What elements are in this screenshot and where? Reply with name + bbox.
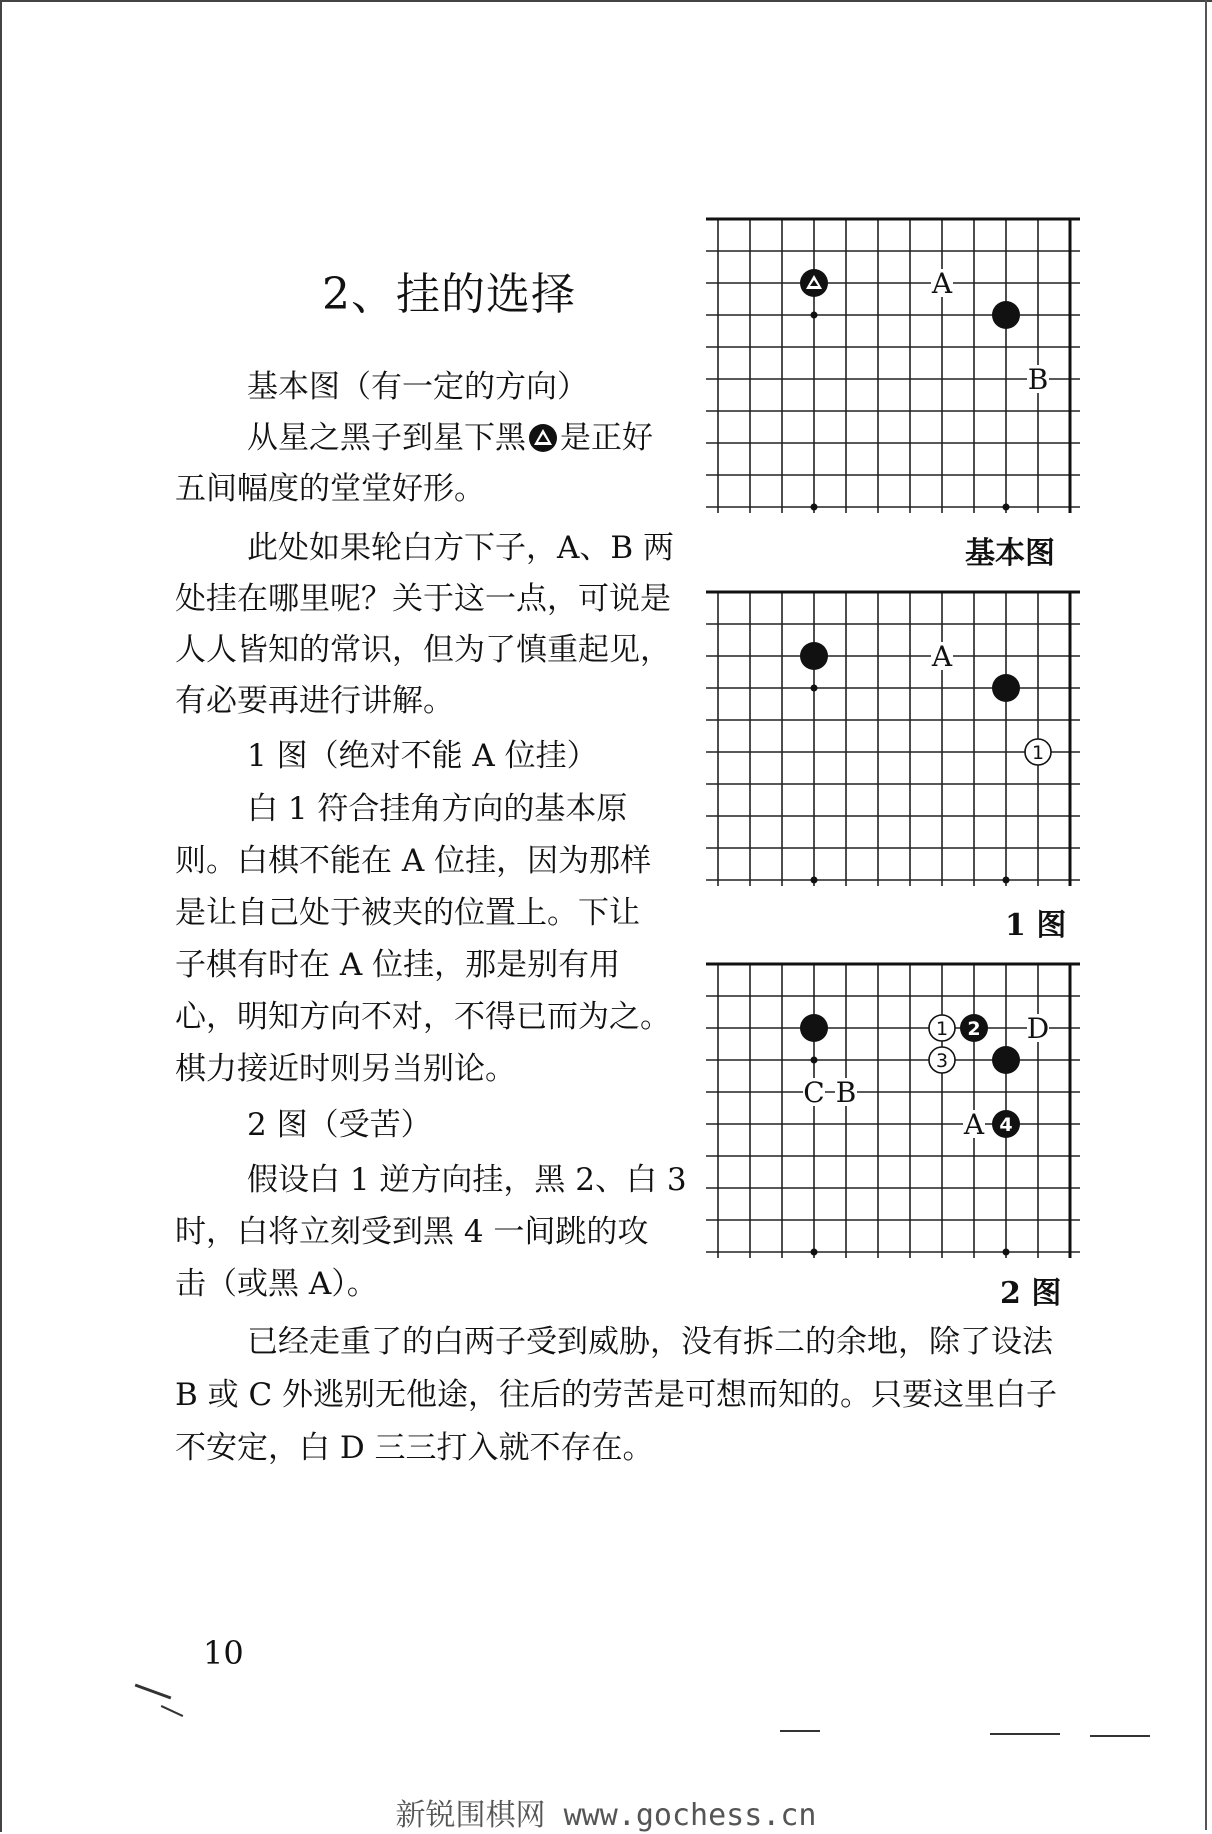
triangle-stone-icon [528, 423, 558, 453]
point-letter-label: B [835, 1076, 857, 1109]
star-point [811, 877, 818, 884]
heading-basic: 基本图（有一定的方向） [247, 369, 588, 405]
paragraph-line [247, 413, 653, 464]
move-number-label: 2 [967, 1018, 981, 1040]
go-board-fig1 [700, 578, 1130, 898]
paragraph-line: 子棋有时在 A 位挂，那是别有用 [175, 947, 621, 983]
go-board-basic [700, 205, 1130, 535]
black-stone [992, 301, 1020, 329]
star-point [1003, 504, 1010, 511]
black-stone [992, 1046, 1020, 1074]
caption-basic: 基本图 [965, 536, 1055, 571]
heading-fig1: 1 图（绝对不能 A 位挂） [247, 738, 598, 774]
paragraph-line: 人人皆知的常识，但为了慎重起见， [175, 632, 671, 668]
scan-speck [780, 1730, 820, 1732]
heading-fig2: 2 图（受苦） [247, 1107, 432, 1143]
move-number-label: 3 [935, 1050, 949, 1072]
point-letter-label: D [1026, 1012, 1050, 1045]
point-letter-label: A [931, 640, 953, 673]
paragraph-line: 已经走重了的白两子受到威胁，没有拆二的余地，除了设法 [247, 1324, 1053, 1360]
star-point [811, 1057, 818, 1064]
scan-speck [1090, 1735, 1150, 1737]
paragraph-line: 击（或黑 A）。 [175, 1266, 378, 1302]
paragraph-line: 白 1 符合挂角方向的基本原 [247, 791, 628, 827]
star-point [1003, 877, 1010, 884]
black-stone [800, 642, 828, 670]
paragraph-line: 此处如果轮白方下子，A、B 两 [247, 530, 675, 566]
section-title: 2、挂的选择 [322, 269, 576, 320]
move-number-label: 1 [935, 1018, 949, 1040]
scan-speck [990, 1733, 1060, 1735]
paragraph-line: 五间幅度的堂堂好形。 [175, 471, 485, 507]
move-number-label: 4 [999, 1114, 1013, 1136]
paragraph-line: 棋力接近时则另当别论。 [175, 1051, 516, 1087]
paragraph-line: 心，明知方向不对，不得已而为之。 [175, 999, 671, 1035]
text-fragment: 是正好 [560, 420, 653, 456]
go-board-fig2 [700, 950, 1130, 1270]
paragraph-line: 处挂在哪里呢？关于这一点，可说是 [175, 581, 671, 617]
page-number: 10 [203, 1634, 244, 1672]
paragraph-line: 是让自己处于被夹的位置上。下让 [175, 895, 640, 931]
watermark: 新锐围棋网 www.gochess.cn [395, 1798, 817, 1833]
text-fragment: 从星之黑子到星下黑 [247, 420, 526, 456]
move-number-label: 1 [1031, 742, 1045, 764]
right-border [1205, 0, 1207, 1830]
black-stone [992, 674, 1020, 702]
paragraph-line: B 或 C 外逃别无他途，往后的劳苦是可想而知的。只要这里白子 [175, 1377, 1058, 1413]
paragraph-line: 有必要再进行讲解。 [175, 683, 454, 719]
caption-fig1: 1 图 [1005, 908, 1067, 943]
black-stone [800, 1014, 828, 1042]
point-letter-label: A [963, 1108, 985, 1141]
star-point [811, 312, 818, 319]
paragraph-line: 时，白将立刻受到黑 4 一间跳的攻 [175, 1214, 649, 1250]
point-letter-label: B [1027, 363, 1049, 396]
point-letter-label: C [803, 1076, 825, 1109]
star-point [1003, 1249, 1010, 1256]
caption-fig2: 2 图 [1000, 1276, 1062, 1311]
point-letter-label: A [931, 267, 953, 300]
star-point [811, 685, 818, 692]
paragraph-line: 不安定，白 D 三三打入就不存在。 [175, 1430, 654, 1466]
paragraph-line: 假设白 1 逆方向挂，黑 2、白 3 [247, 1162, 687, 1198]
star-point [811, 1249, 818, 1256]
star-point [811, 504, 818, 511]
paragraph-line: 则。白棋不能在 A 位挂，因为那样 [175, 843, 652, 879]
